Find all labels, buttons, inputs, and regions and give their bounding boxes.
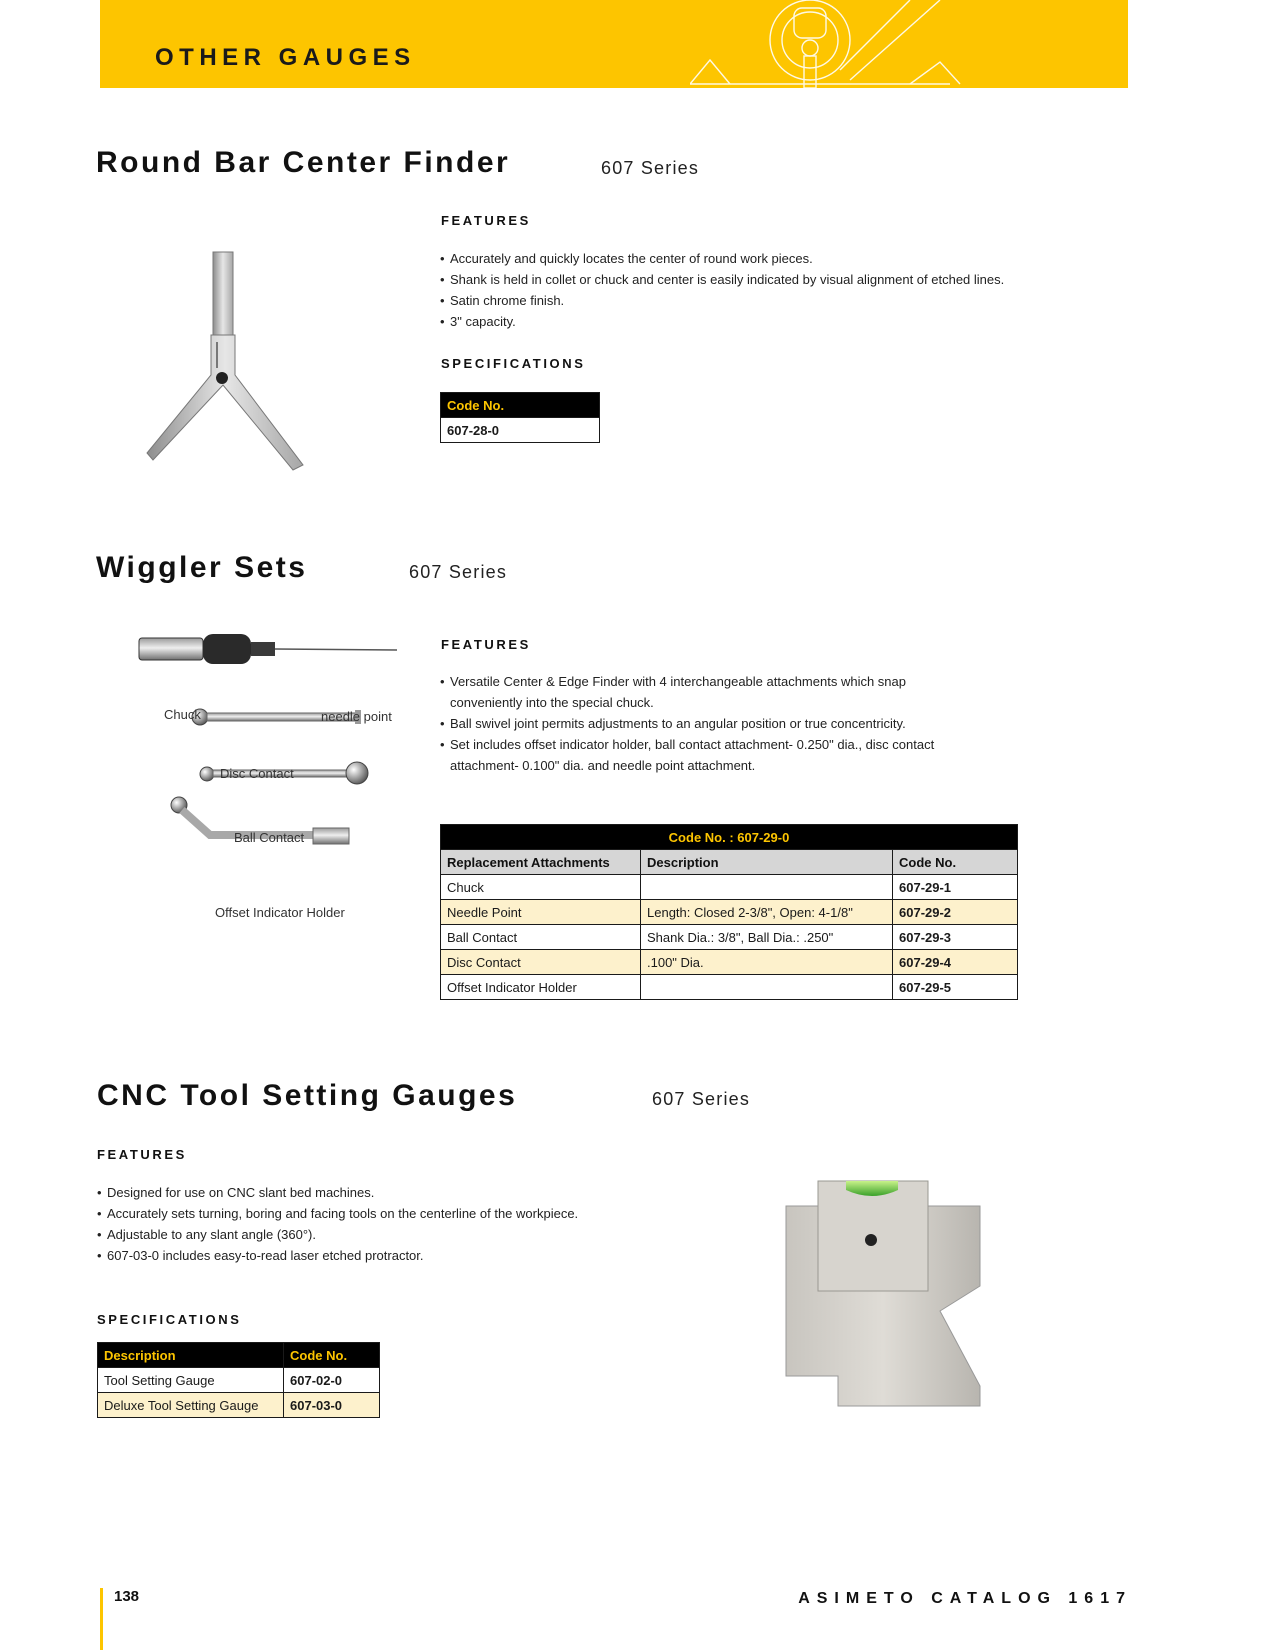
footer-accent-bar (100, 1588, 103, 1650)
page-section-title: OTHER GAUGES (155, 44, 416, 71)
table-cell: Chuck (441, 875, 641, 900)
cnc-gauge-spec-table (97, 1342, 380, 1418)
table-cell: Tool Setting Gauge (98, 1368, 284, 1393)
features-list (97, 1182, 717, 1266)
feature-item: • Versatile Center & Edge Finder with 4 interchangeable attachments which snap conveniently into the special chuck. (440, 671, 980, 713)
series-label: 607 Series (652, 1089, 751, 1109)
column-header: Description (641, 850, 893, 875)
features-list (440, 671, 980, 776)
feature-item: • Accurately sets turning, boring and facing tools on the centerline of the workpiece. (97, 1203, 717, 1224)
table-title: Code No. : 607-29-0 (441, 825, 1018, 850)
feature-item: • Set includes offset indicator holder, ball contact attachment- 0.250" dia., disc contact attachment- 0.100" dia. and needle point attachment. (440, 734, 980, 776)
specifications-heading: SPECIFICATIONS (441, 356, 586, 371)
column-header: Description (98, 1343, 284, 1368)
table-row (98, 1368, 380, 1393)
page-number: 138 (114, 1588, 140, 1605)
image-label-disc-contact: Disc Contact (220, 766, 294, 781)
cnc-tool-setting-gauges-title: CNC Tool Setting Gauges (97, 1079, 518, 1112)
column-header: Code No. (284, 1343, 380, 1368)
features-heading: FEATURES (97, 1147, 187, 1162)
column-header: Code No. (893, 850, 1018, 875)
wiggler-set-image (135, 630, 405, 860)
table-cell-code: 607-02-0 (284, 1368, 380, 1393)
table-row (441, 925, 1018, 950)
catalog-title: ASIMETO CATALOG 1617 (798, 1590, 1132, 1607)
table-cell-code: 607-28-0 (441, 418, 600, 443)
table-cell-code: 607-03-0 (284, 1393, 380, 1418)
feature-item: • 607-03-0 includes easy-to-read laser etched protractor. (97, 1245, 717, 1266)
table-cell: Deluxe Tool Setting Gauge (98, 1393, 284, 1418)
column-header: Replacement Attachments (441, 850, 641, 875)
table-row (441, 950, 1018, 975)
feature-item: • Accurately and quickly locates the center of round work pieces. (440, 248, 1060, 269)
center-finder-spec-table (440, 392, 600, 443)
feature-item: • Shank is held in collet or chuck and center is easily indicated by visual alignment of etched lines. (440, 269, 1060, 290)
image-label-offset-indicator-holder: Offset Indicator Holder (215, 905, 345, 920)
table-cell-code: 607-29-4 (893, 950, 1018, 975)
image-label-needle-point: needle point (321, 709, 392, 724)
features-heading: FEATURES (441, 637, 531, 652)
table-cell-code: 607-29-1 (893, 875, 1018, 900)
table-cell: Disc Contact (441, 950, 641, 975)
feature-item: • Designed for use on CNC slant bed machines. (97, 1182, 717, 1203)
series-label: 607 Series (409, 562, 508, 582)
table-cell: Offset Indicator Holder (441, 975, 641, 1000)
table-cell: Shank Dia.: 3/8", Ball Dia.: .250" (641, 925, 893, 950)
wiggler-sets-title: Wiggler Sets (96, 551, 308, 584)
tool-setting-gauge-image (780, 1176, 1000, 1416)
table-cell-code: 607-29-5 (893, 975, 1018, 1000)
table-cell (641, 875, 893, 900)
center-finder-image (140, 250, 320, 475)
header-band (100, 0, 1128, 88)
image-label-chuck: Chuck (164, 707, 201, 722)
table-cell: Needle Point (441, 900, 641, 925)
table-row (441, 875, 1018, 900)
series-label: 607 Series (601, 158, 700, 178)
table-cell-code: 607-29-2 (893, 900, 1018, 925)
protractor-line-art-icon (690, 0, 990, 88)
table-row (98, 1393, 380, 1418)
table-header-code: Code No. (441, 393, 600, 418)
features-list (440, 248, 1060, 332)
image-label-ball-contact: Ball Contact (234, 830, 305, 845)
feature-item: • Adjustable to any slant angle (360°). (97, 1224, 717, 1245)
feature-item: • Satin chrome finish. (440, 290, 1060, 311)
table-cell: Ball Contact (441, 925, 641, 950)
table-cell: .100" Dia. (641, 950, 893, 975)
round-bar-center-finder-title: Round Bar Center Finder (96, 146, 511, 179)
table-cell (641, 975, 893, 1000)
feature-item: • 3" capacity. (440, 311, 1060, 332)
table-cell: Length: Closed 2-3/8", Open: 4-1/8" (641, 900, 893, 925)
feature-item: • Ball swivel joint permits adjustments to an angular position or true concentricity. (440, 713, 980, 734)
table-cell-code: 607-29-3 (893, 925, 1018, 950)
features-heading: FEATURES (441, 213, 531, 228)
table-row (441, 900, 1018, 925)
table-row (441, 975, 1018, 1000)
specifications-heading: SPECIFICATIONS (97, 1312, 242, 1327)
wiggler-spec-table (440, 824, 1018, 1000)
